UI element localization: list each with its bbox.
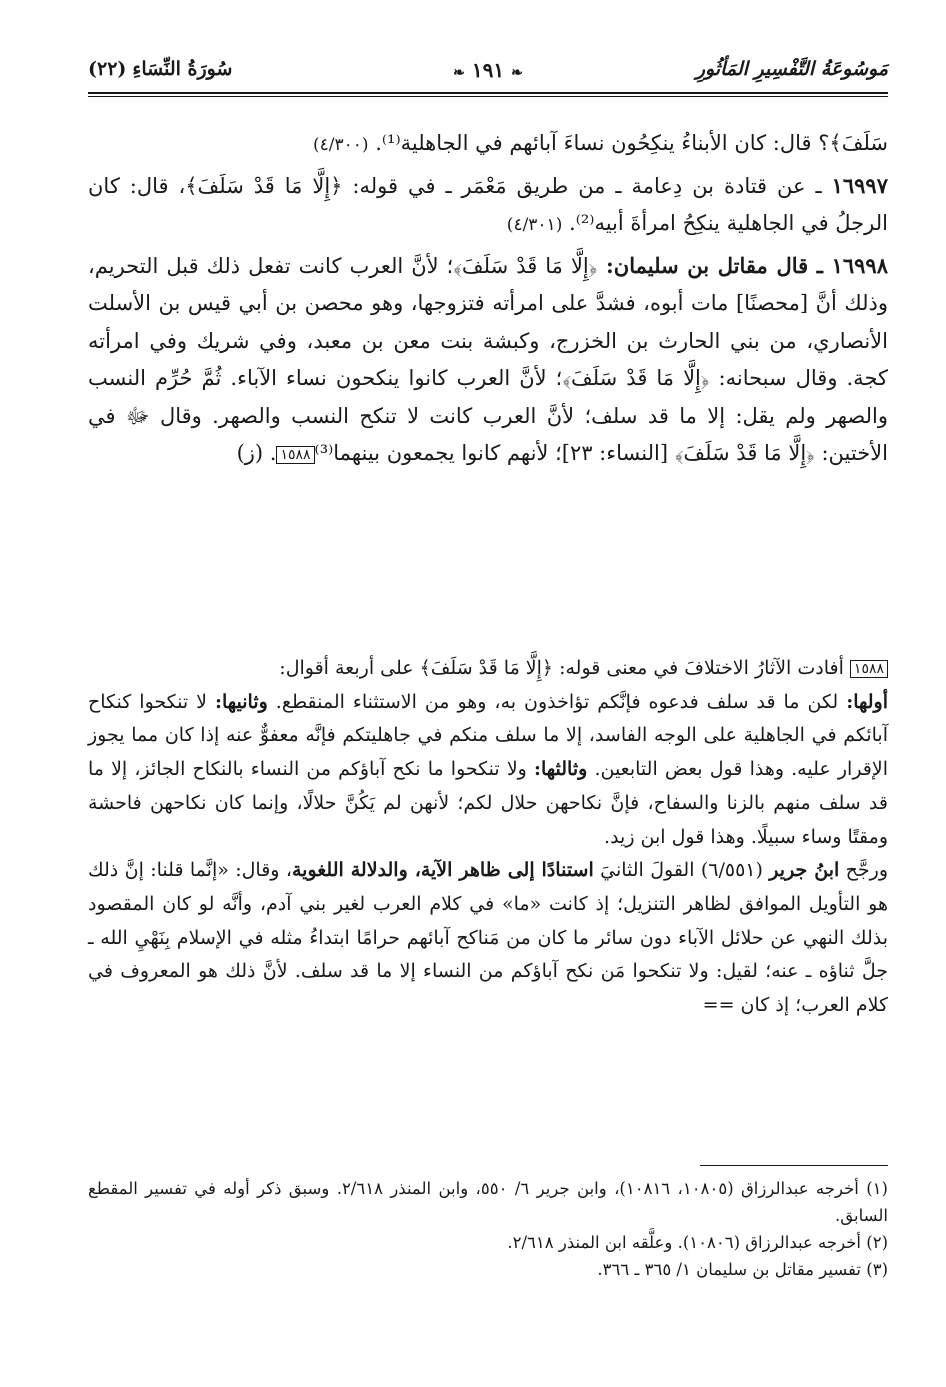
ornament-icon: ❧ <box>453 65 465 81</box>
ornament-icon: ❧ <box>511 65 523 81</box>
second-opinion-label: وثانيها: <box>214 690 268 713</box>
first-opinion-label: أولها: <box>846 690 888 713</box>
entry-text: ـ عن قتادة بن دِعامة ـ من طريق مَعْمَر ـ في قوله: ﴿إِلَّا مَا قَدْ سَلَفَ﴾، قال: كان الرجلُ في الجاهلية ينكِحُ امرأةَ أبيه⁽²⁾. <box>88 173 888 235</box>
surah-number: (٢٢) <box>88 58 127 80</box>
running-header <box>88 50 888 100</box>
book-title: مَوسُوعَةُ التَّفْسِيرِ المَأثُورِ <box>695 58 888 80</box>
surah-name: سُورَةُ النِّسَاءِ <box>132 58 233 80</box>
entry-text: ﴿إِلَّا مَا قَدْ سَلَفَ﴾؛ لأنَّ العرب كانت تفعل ذلك قبل التحريم، وذلك أنَّ [محصنًا] مات أبوه، فشدَّ على امرأته فتزوجها، وهو محصن بن أبي قيس بن الأسلت الأنصاري، من بني الحارث بن الخزرج، وكبشة بنت معن بن معبد، وفي شريك وفي امرأته كجة. وقال سبحانه: ﴿إِلَّا مَا قَدْ سَلَفَ﴾؛ لأنَّ العرب كانوا ينكحون نساء الآباء. ثُمَّ حُرِّم النسب والصهر ولم يقل: إلا ما قد سلف؛ لأنَّ العرب كانت لا تنكح النسب والصهر. وقال ﷻ في الأختين: ﴿إِلَّا مَا قَدْ سَلَفَ﴾ [النساء: ٢٣]؛ لأنهم كانوا يجمعون بينهما⁽³⁾ <box>88 253 888 465</box>
surah-label <box>88 58 248 80</box>
entry-number: ١٦٩٩٨ <box>831 252 888 278</box>
footnotes <box>88 1175 888 1283</box>
commentary <box>88 652 888 1023</box>
page-number-block <box>428 58 548 82</box>
second-opinion-text: لا تنكحوا كنكاح آبائكم في الجاهلية على الوجه الفاسد، إلا ما سلف منكم في جاهليتكم فإنَّه معفوٌّ عنه إذا كان مما يجوز الإقرار عليه. وهذا قول بعض التابعين. <box>88 690 889 781</box>
commentary-intro <box>88 652 888 686</box>
tarjih-quote: ، وقال: «إنَّما قلنا: إنَّ ذلك هو التأويل الموافق لظاهر التنزيل؛ إذ كانت «ما» في كلام العرب لغير بني آدم، وأنَّه لو كان المقصود بذلك النهي عن حلائل الآباء دون سائر ما كان من مَناكح آبائهم حرامًا ابتداءُ مثله في الإسلام بِنَهْيِ الله ـ جلَّ ثناؤه ـ عنه؛ لقيل: ولا تنكحوا مَن نكح آباؤكم من النساء إلا ما قد سلف. لأنَّ ذلك هو المعروف في كلام العرب؛ إذ كان == <box>88 859 888 1017</box>
header-rule <box>88 92 888 94</box>
entry-ref: . (ز) <box>236 441 277 465</box>
entry-number: ١٦٩٩٧ <box>831 172 888 198</box>
commentary-box-number: ١٥٨٨ <box>850 660 888 678</box>
tarjih-scholar: ابنُ جرير <box>769 859 840 882</box>
tarjih-basis: استنادًا إلى ظاهر الآية، والدلالة اللغوية <box>291 859 594 882</box>
tarjih-pre: ورجَّح <box>839 859 889 882</box>
footnote: (٣) تفسير مقاتل بن سليمان ١/ ٣٦٥ ـ ٣٦٦. <box>597 1260 888 1279</box>
commentary-intro-text: أفادت الآثارُ الاختلافَ في معنى قوله: ﴿إِلَّا مَا قَدْ سَلَفَ﴾ على أربعة أقوال: <box>279 657 850 679</box>
footnote: (١) أخرجه عبدالرزاق (١٠٨٠٥، ١٠٨١٦)، وابن جرير ٦/ ٥٥٠، وابن المنذر ٢/٦١٨. وسبق ذكر أوله في تفسير المقطع السابق. <box>88 1179 888 1225</box>
footnote-rule <box>700 1165 888 1166</box>
main-text <box>88 125 888 475</box>
entry <box>88 247 888 473</box>
volume-ref: (٤/٣٠٠) <box>312 135 369 155</box>
entry <box>88 125 888 165</box>
tarjih-paragraph <box>88 854 888 1023</box>
commentary-box-ref: ١٥٨٨ <box>276 446 314 464</box>
page-number: ١٩١ <box>471 58 505 82</box>
volume-ref: (٤/٣٠١) <box>506 215 563 235</box>
header-rule-thin <box>88 96 888 97</box>
entry-text: سَلَفَ﴾؟ قال: كان الأبناءُ ينكِحُون نساءَ آبائهم في الجاهلية⁽¹⁾. <box>368 131 888 155</box>
first-opinion-text: لكن ما قد سلف فدعوه فإنَّكم تؤاخذون به، وهو من الاستثناء المنقطع. <box>267 690 847 713</box>
third-opinion-label: وثالثها: <box>533 758 588 781</box>
footnote: (٢) أخرجه عبدالرزاق (١٠٨٠٦). وعلَّقه ابن المنذر ٢/٦١٨. <box>507 1233 888 1252</box>
commentary-opinions <box>88 686 888 855</box>
entry-speaker: ـ قال مقاتل بن سليمان: <box>597 252 832 278</box>
tarjih-mid: (٦/٥٥١) القولَ الثانيَ <box>593 859 770 882</box>
entry <box>88 167 888 245</box>
third-opinion-text: ولا تنكحوا ما نكح آباؤكم من النساء بالنكاح الجائز، إلا ما قد سلف منهم بالزنا والسفاح، فإنَّ نكاحهن حلال لكم؛ لأنهن لم يَكُنَّ حلالًا، وإنما كان نكاحهن فاحشة ومقتًا وساء سبيلًا. وهذا قول ابن زيد. <box>88 758 888 848</box>
